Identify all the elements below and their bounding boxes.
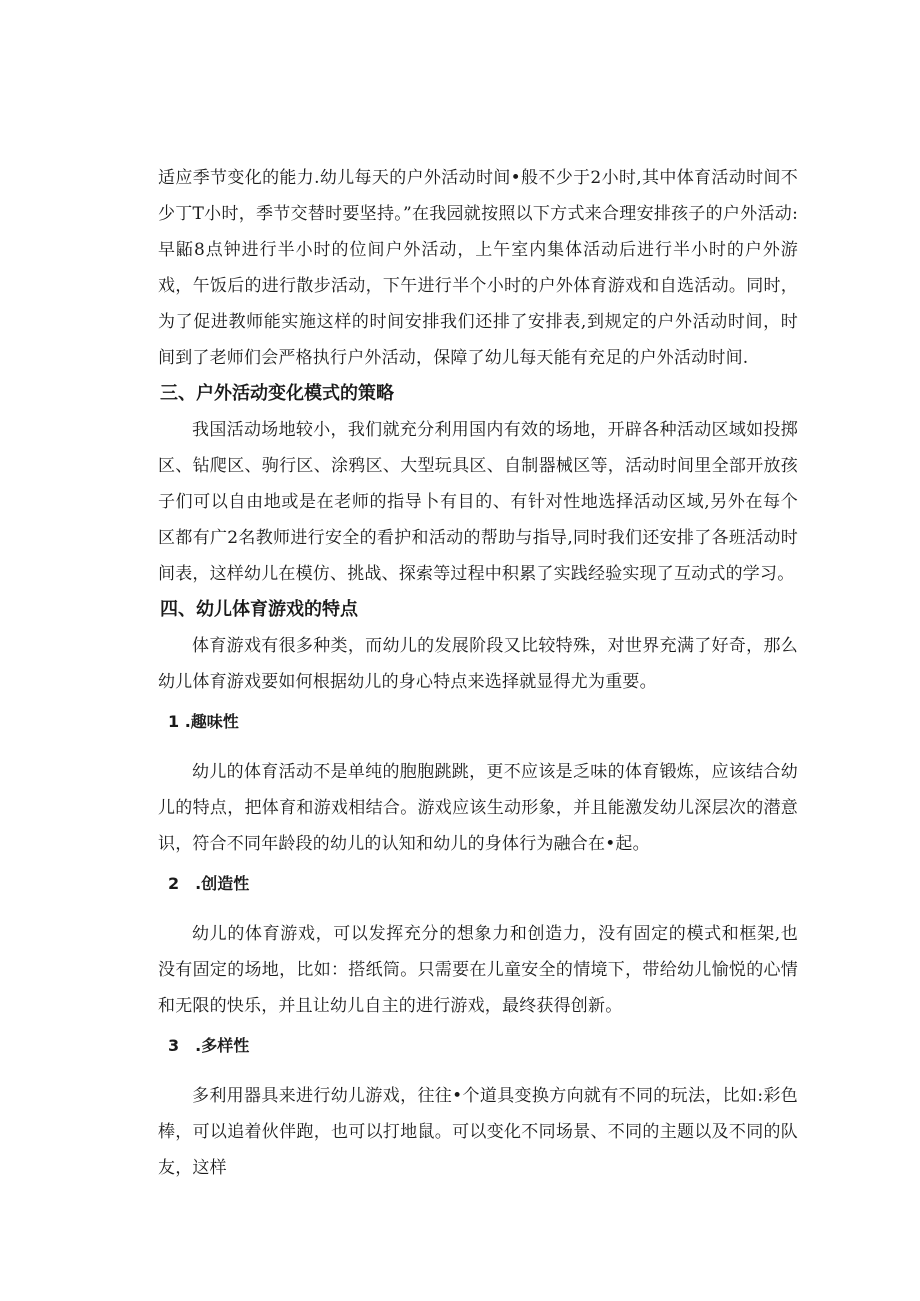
item-3-paragraph: 多利用器具来进行幼儿游戏，往往•个道具变换方向就有不同的玩法，比如:彩色棒，可以追着伙伴跑，也可以打地鼠。可以变化不同场景、不同的主题以及不同的队友，这样 [158,1086,798,1178]
item-1-title: 1 .趣味性 [168,712,239,731]
section-4-heading: 四、幼儿体育游戏的特点 [160,599,358,620]
item-3-title: 3 .多样性 [168,1036,250,1055]
document-body [158,160,798,1186]
section-4-paragraph: 体育游戏有很多种类，而幼儿的发展阶段又比较特殊，对世界充满了好奇，那么幼儿体育游戏要如何根据幼儿的身心特点来选择就显得尤为重要。 [158,636,798,692]
section-3-paragraph: 我国活动场地较小，我们就充分利用国内有效的场地，开辟各种活动区域如投掷区、钻爬区、驹行区、涂鸦区、大型玩具区、自制器械区等，活动时间里全部开放孩子们可以自由地或是在老师的指导卜有目的、有针对性地选择活动区域,另外在每个区都有广2名教师进行安全的看护和活动的帮助与指导,同时我们还安排了各班活动时间表，这样幼儿在模仿、挑战、探索等过程中积累了实践经验实现了互动式的学习。 [158,420,798,584]
item-2-title: 2 .创造性 [168,874,250,893]
section-3-heading: 三、户外活动变化模式的策略 [160,383,394,404]
item-2-paragraph: 幼儿的体育游戏，可以发挥充分的想象力和创造力，没有固定的模式和框架,也没有固定的场地，比如：搭纸筒。只需要在儿童安全的情境下，带给幼儿愉悦的心情和无限的快乐，并且让幼儿自主的进行游戏，最终获得创新。 [158,924,798,1016]
item-1-paragraph: 幼儿的体育活动不是单纯的胞胞跳跳，更不应该是乏味的体育锻炼，应该结合幼儿的特点，把体育和游戏相结合。游戏应该生动形象，并且能激发幼儿深层次的潜意识，符合不同年龄段的幼儿的认知和幼儿的身体行为融合在•起。 [158,762,798,854]
intro-paragraph: 适应季节变化的能力.幼儿每天的户外活动时间•般不少于2小时,其中体育活动时间不少丁T小时，季节交替时要坚持。”在我园就按照以下方式来合理安排孩子的户外活动:早鼫8点钟进行半小时的位间户外活动，上午室内集体活动后进行半小时的户外游戏，午饭后的进行散步活动，下午进行半个小时的户外体育游戏和自选活动。同时，为了促进教师能实施这样的时间安排我们还排了安排表,到规定的户外活动时间，时间到了老师们会严格执行户外活动，保障了幼儿每天能有充足的户外活动时间. [158,168,798,368]
